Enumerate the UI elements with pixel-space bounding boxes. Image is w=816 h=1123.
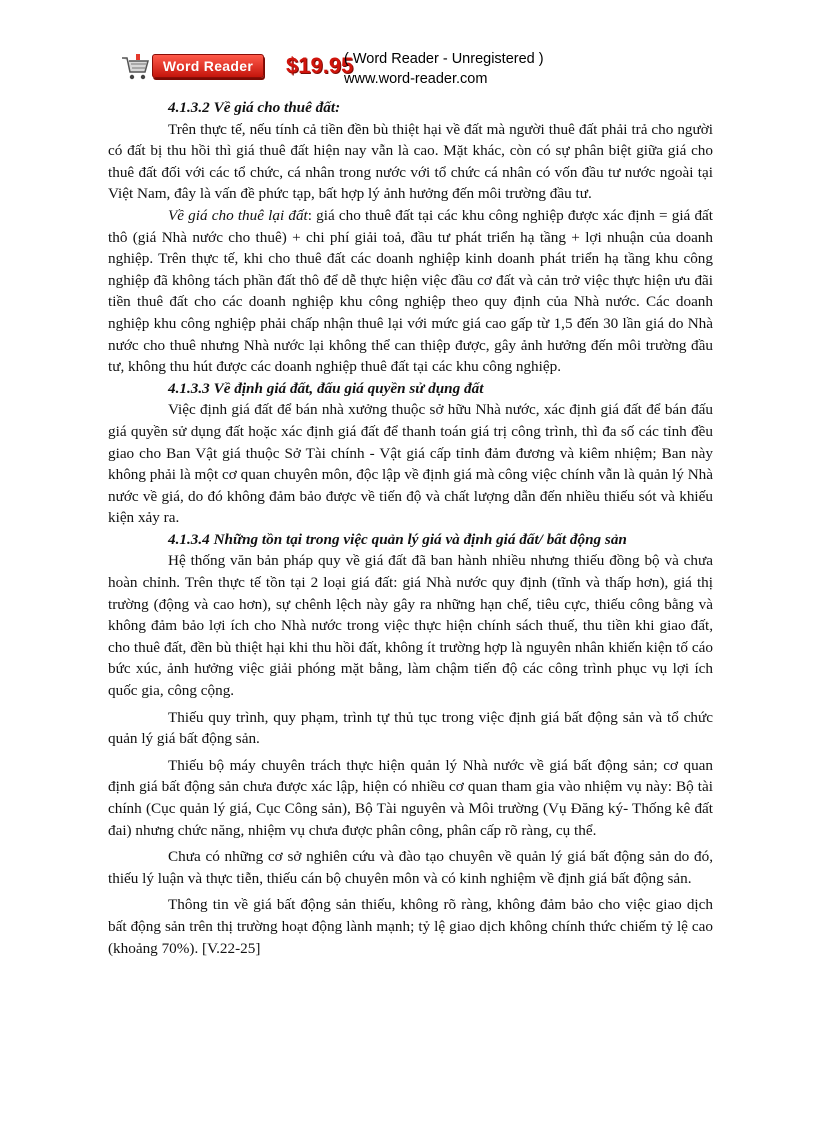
paragraph bbox=[108, 205, 713, 378]
paragraph: Chưa có những cơ sở nghiên cứu và đào tạo chuyên về quản lý giá bất động sản do đó, thiếu lý luận và thực tiễn, thiếu cán bộ chuyên môn và có kinh nghiệm về định giá bất động sản. bbox=[108, 848, 713, 887]
section-heading: 4.1.3.2 Về giá cho thuê đất: bbox=[168, 99, 341, 116]
paragraph-lead: Về giá cho thuê lại đất bbox=[168, 206, 308, 224]
paragraph: Thiếu quy trình, quy phạm, trình tự thủ tục trong việc định giá bất động sản và tổ chức quản lý giá bất động sản. bbox=[108, 708, 713, 748]
word-reader-watermark bbox=[120, 48, 620, 88]
word-reader-button[interactable]: Word Reader bbox=[152, 54, 264, 78]
shopping-cart-icon bbox=[120, 52, 150, 82]
paragraph: Hệ thống văn bản pháp quy về giá đất đã ban hành nhiều nhưng thiếu đồng bộ và chưa hoàn chỉnh. Trên thực tế tồn tại 2 loại giá đất: giá Nhà nước quy định (tĩnh và thấp hơn), giá thị trường (động và cao hơn), sự chênh lệch này gây ra những hạn chế, tiêu cực, thiếu công bằng và không đảm bảo lợi ích cho Nhà nước trong việc thực hiện chính sách thuế, thu tiền khi giao đất, cho thuê đất, đền bù thiệt hại khi thu hồi đất, không ít trường hợp là nguyên nhân khiến kiện tố cáo bức xúc, ảnh hưởng việc giải phóng mặt bằng, làm chậm tiến độ các công trình phục vụ lợi ích quốc gia, công cộng. bbox=[108, 552, 713, 700]
paragraph-text: : giá cho thuê đất tại các khu công nghiệp được xác định = giá đất thô (giá Nhà nước cho thuê) + chi phí giải toả, đầu tư phát triển hạ tầng + lợi nhuận của doanh nghiệp. Trên thực tế, khi cho thuê đất các doanh nghiệp kinh doanh phát triển hạ tầng khu công nghiệp đã không tách phần đất thô để dễ thực hiện việc đầu cơ đất và cản trở việc thực hiện ưu đãi tiền thuê đất cho các doanh nghiệp khu công nghiệp theo quy định của Nhà nước. Các doanh nghiệp khu công nghiệp phải chấp nhận thuê lại với mức giá cao gấp từ 1,5 đến 30 lần giá do Nhà nước cho thuê nhưng Nhà nước lại không thể can thiệp được, gây ảnh hưởng đến môi trường đầu tư, không thu hút được các doanh nghiệp thuê đất tại các khu công nghiệp. bbox=[108, 206, 713, 376]
section-heading: 4.1.3.3 Về định giá đất, đấu giá quyền sử dụng đất bbox=[168, 379, 484, 397]
paragraph: Trên thực tế, nếu tính cả tiền đền bù thiệt hại về đất mà người thuê đất phải trả cho người có đất bị thu hồi thì giá thuê đất hiện nay vẫn là cao. Mặt khác, còn có sự phân biệt giữa giá cho thuê đất đối với các tổ chức, cá nhân trong nước với tổ chức cá nhân có vốn đầu tư nước ngoài tại Việt Nam, đây là vấn đề phức tạp, bất hợp lý ảnh hưởng đến môi trường đầu tư. bbox=[108, 120, 713, 203]
unregistered-notice: ( Word Reader - Unregistered ) bbox=[344, 51, 544, 67]
watermark-url[interactable]: www.word-reader.com bbox=[344, 71, 488, 87]
document-body bbox=[108, 97, 713, 959]
paragraph: Việc định giá đất để bán nhà xưởng thuộc sở hữu Nhà nước, xác định giá đất để bán đấu giá quyền sử dụng đất hoặc xác định giá đất để thanh toán giá trị công trình, thì đa số các tỉnh đều giao cho Ban Vật giá thuộc Sở Tài chính - Vật giá cấp tỉnh đảm đương và kiêm nhiệm; Ban này không phải là một cơ quan chuyên môn, độc lập về định giá mà công việc chính vẫn là quản lý Nhà nước về giá, do đó không đảm bảo được về tiến độ và chất lượng dẫn đến nhiều thiếu sót và khiếu kiện xảy ra. bbox=[108, 401, 713, 527]
paragraph: Thông tin về giá bất động sản thiếu, không rõ ràng, không đảm bảo cho việc giao dịch bất động sản trên thị trường hoạt động lành mạnh; tỷ lệ giao dịch không chính thức chiếm tỷ lệ cao (khoảng 70%). [V.22-25] bbox=[108, 896, 713, 957]
price-label: $19.95 bbox=[286, 53, 354, 78]
paragraph: Thiếu bộ máy chuyên trách thực hiện quản lý Nhà nước về giá bất động sản; cơ quan định giá bất động sản chưa được xác lập, hiện có nhiều cơ quan tham gia vào nhiệm vụ này: Bộ tài chính (Cục quản lý giá, Cục Công sản), Bộ Tài nguyên và Môi trường (Vụ Đăng ký- Thống kê đất đai) nhưng chức năng, nhiệm vụ chưa được phân công, phân cấp rõ ràng, cụ thể. bbox=[108, 756, 713, 839]
section-heading: 4.1.3.4 Những tồn tại trong việc quản lý giá và định giá đất/ bất động sản bbox=[168, 530, 627, 548]
